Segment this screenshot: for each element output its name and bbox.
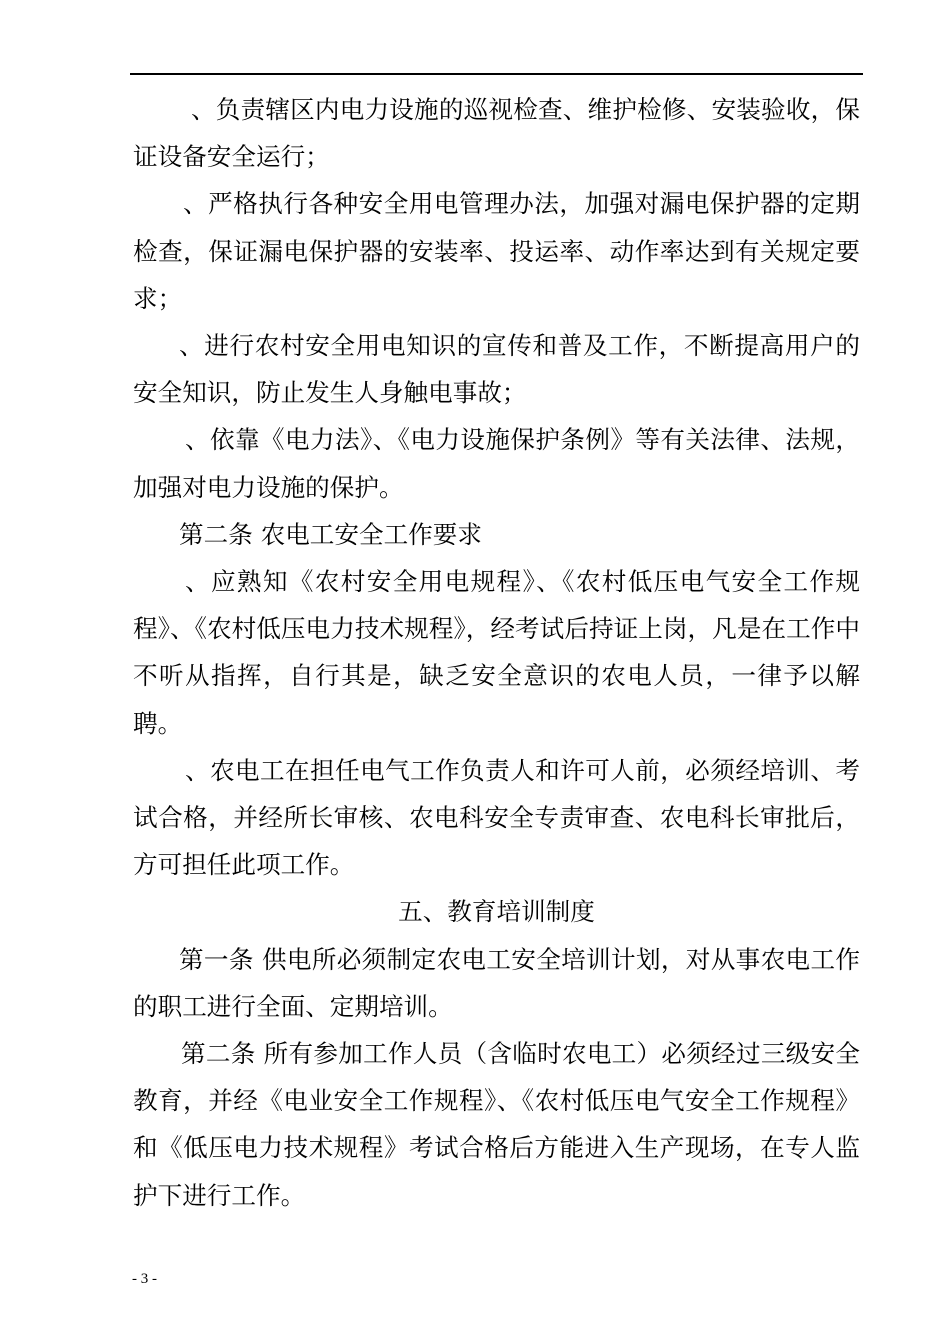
paragraph-three-level-education: 第二条 所有参加工作人员（含临时农电工）必须经过三级安全教育，并经《电业安全工作规程》、《农村低压电气安全工作规程》和《低压电力技术规程》考试合格后方能进入生产现场，在专人监护下进行工作。: [133, 1039, 860, 1210]
paragraph-electric-law: 、依靠《电力法》、《电力设施保护条例》等有关法律、法规，加强对电力设施的保护。: [133, 425, 860, 502]
header-rule: [130, 73, 863, 75]
paragraph-regulation-knowledge: 、应熟知《农村安全用电规程》、《农村低压电气安全工作规程》、《农村低压电力技术规程》，经考试后持证上岗，凡是在工作中不听从指挥，自行其是，缺乏安全意识的农电人员，一律予以解聘。: [133, 567, 860, 738]
section-5-title: 五、教育培训制度: [398, 897, 595, 927]
document-body: [133, 86, 860, 1219]
page-number: - 3 -: [132, 1271, 157, 1287]
paragraph-safety-education: 、进行农村安全用电知识的宣传和普及工作，不断提高用户的安全知识，防止发生人身触电事故；: [133, 331, 860, 408]
paragraph-leakage-protector: 、严格执行各种安全用电管理办法，加强对漏电保护器的定期检查，保证漏电保护器的安装率、投运率、动作率达到有关规定要求；: [133, 189, 860, 313]
paragraph-patrol-maintenance: 、负责辖区内电力设施的巡视检查、维护检修、安装验收，保证设备安全运行；: [133, 95, 860, 172]
article-2-title: 第二条 农电工安全工作要求: [179, 519, 482, 549]
paragraph-work-responsible: 、农电工在担任电气工作负责人和许可人前，必须经培训、考试合格，并经所长审核、农电科安全专责审查、农电科长审批后，方可担任此项工作。: [133, 755, 860, 880]
paragraph-training-plan: 第一条 供电所必须制定农电工安全培训计划，对从事农电工作的职工进行全面、定期培训。: [133, 944, 860, 1021]
